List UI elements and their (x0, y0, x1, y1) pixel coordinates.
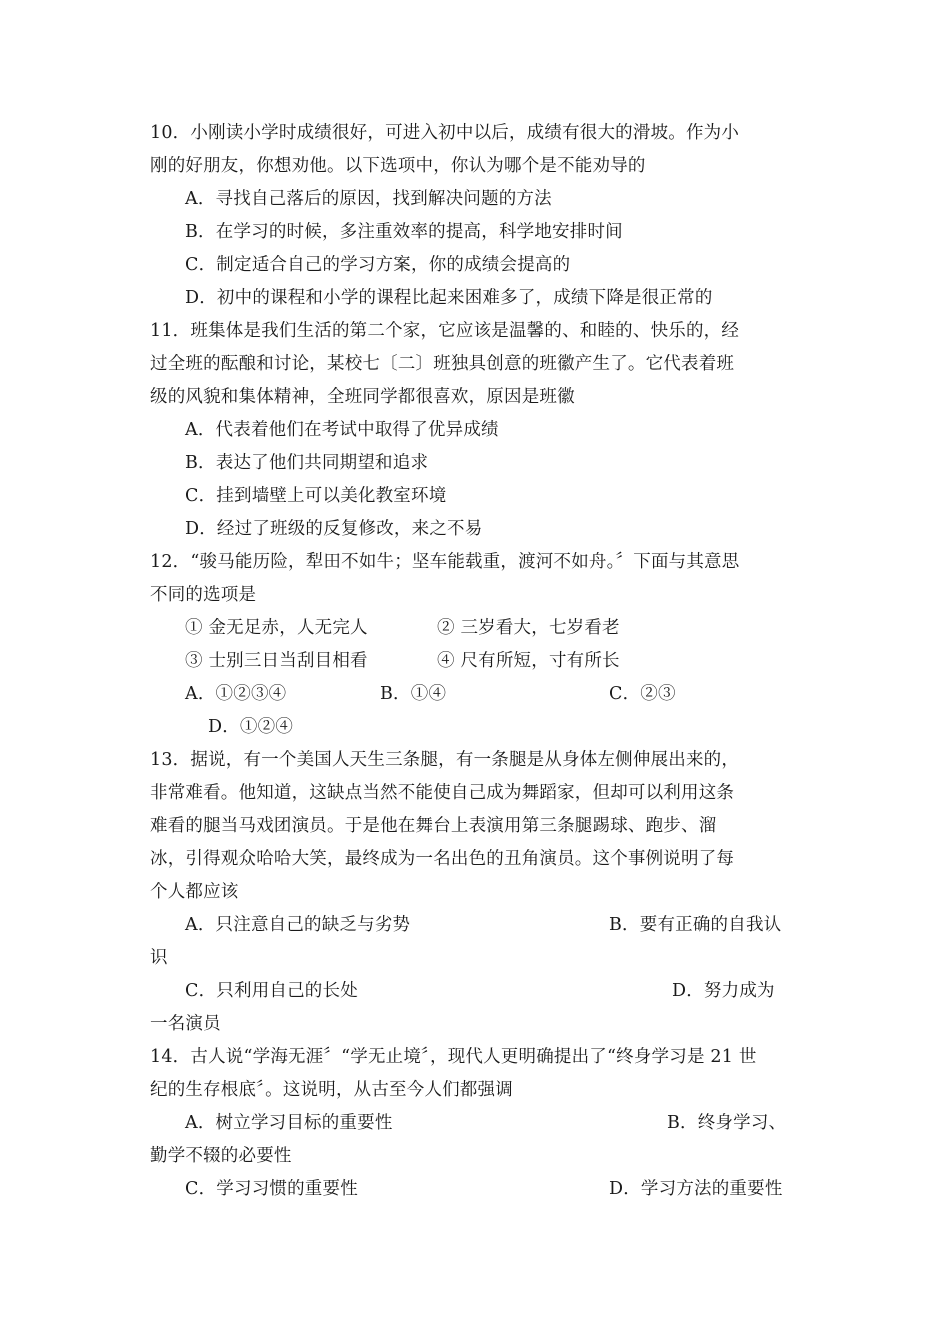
q14-stem-line-1: 14．古人说“学海无涯〞“学无止境〞，现代人更明确提出了“终身学习是 21 世 (150, 1047, 757, 1067)
q13-option-d: D．努力成为 (672, 981, 775, 1001)
q10-option-a: A．寻找自己落后的原因，找到解决问题的方法 (185, 189, 552, 209)
q12-item-1: ① 金无足赤，人无完人 (185, 618, 368, 638)
q11-option-a: A．代表着他们在考试中取得了优异成绩 (185, 420, 499, 440)
q11-stem-line-3: 级的风貌和集体精神，全班同学都很喜欢，原因是班徽 (150, 387, 575, 407)
q12-option-c: C．②③ (609, 684, 676, 704)
q10-option-b: B．在学习的时候，多注重效率的提高，科学地安排时间 (185, 222, 623, 242)
q14-option-d: D．学习方法的重要性 (609, 1179, 783, 1199)
q10-option-d: D．初中的课程和小学的课程比起来困难多了，成绩下降是很正常的 (185, 288, 713, 308)
q10-stem-line-2: 刚的好朋友，你想劝他。以下选项中，你认为哪个是不能劝导的 (150, 156, 646, 176)
q11-option-c: C．挂到墙壁上可以美化教室环境 (185, 486, 447, 506)
q14-option-b-wrap: 勤学不辍的必要性 (150, 1146, 292, 1166)
q12-item-3: ③ 士别三日当刮目相看 (185, 651, 368, 671)
q14-stem-line-2: 纪的生存根底〞。这说明，从古至今人们都强调 (150, 1080, 513, 1100)
q10-stem-line-1: 10．小刚读小学时成绩很好，可进入初中以后，成绩有很大的滑坡。作为小 (150, 123, 740, 143)
q11-option-b: B．表达了他们共同期望和追求 (185, 453, 429, 473)
q13-option-d-wrap: 一名演员 (150, 1014, 221, 1034)
q13-stem-line-5: 个人都应该 (150, 882, 239, 902)
q13-option-c: C．只利用自己的长处 (185, 981, 358, 1001)
q13-option-b-wrap: 识 (150, 948, 168, 968)
q13-option-a: A．只注意自己的缺乏与劣势 (185, 915, 411, 935)
q12-stem-line-1: 12．“骏马能历险，犁田不如牛；坚车能载重，渡河不如舟。〞下面与其意思 (150, 552, 740, 572)
q12-option-b: B．①④ (380, 684, 447, 704)
q14-option-a: A．树立学习目标的重要性 (185, 1113, 393, 1133)
q13-stem-line-3: 难看的腿当马戏团演员。于是他在舞台上表演用第三条腿踢球、跑步、溜 (150, 816, 717, 836)
q14-option-c: C．学习习惯的重要性 (185, 1179, 358, 1199)
q12-option-d: D．①②④ (208, 717, 294, 737)
q10-option-c: C．制定适合自己的学习方案，你的成绩会提高的 (185, 255, 571, 275)
q11-stem-line-1: 11．班集体是我们生活的第二个家，它应该是温馨的、和睦的、快乐的，经 (150, 321, 740, 341)
q12-item-4: ④ 尺有所短，寸有所长 (437, 651, 620, 671)
q12-item-2: ② 三岁看大，七岁看老 (437, 618, 620, 638)
q12-stem-line-2: 不同的选项是 (150, 585, 257, 605)
q13-stem-line-2: 非常难看。他知道，这缺点当然不能使自己成为舞蹈家，但却可以利用这条 (150, 783, 735, 803)
q11-stem-line-2: 过全班的酝酿和讨论，某校七〔二〕班独具创意的班徽产生了。它代表着班 (150, 354, 735, 374)
q13-option-b: B．要有正确的自我认 (609, 915, 782, 935)
q13-stem-line-1: 13．据说，有一个美国人天生三条腿，有一条腿是从身体左侧伸展出来的， (150, 750, 740, 770)
q13-stem-line-4: 冰，引得观众哈哈大笑，最终成为一名出色的丑角演员。这个事例说明了每 (150, 849, 735, 869)
q12-option-a: A．①②③④ (185, 684, 287, 704)
q14-option-b: B．终身学习、 (667, 1113, 787, 1133)
q11-option-d: D．经过了班级的反复修改，来之不易 (185, 519, 483, 539)
